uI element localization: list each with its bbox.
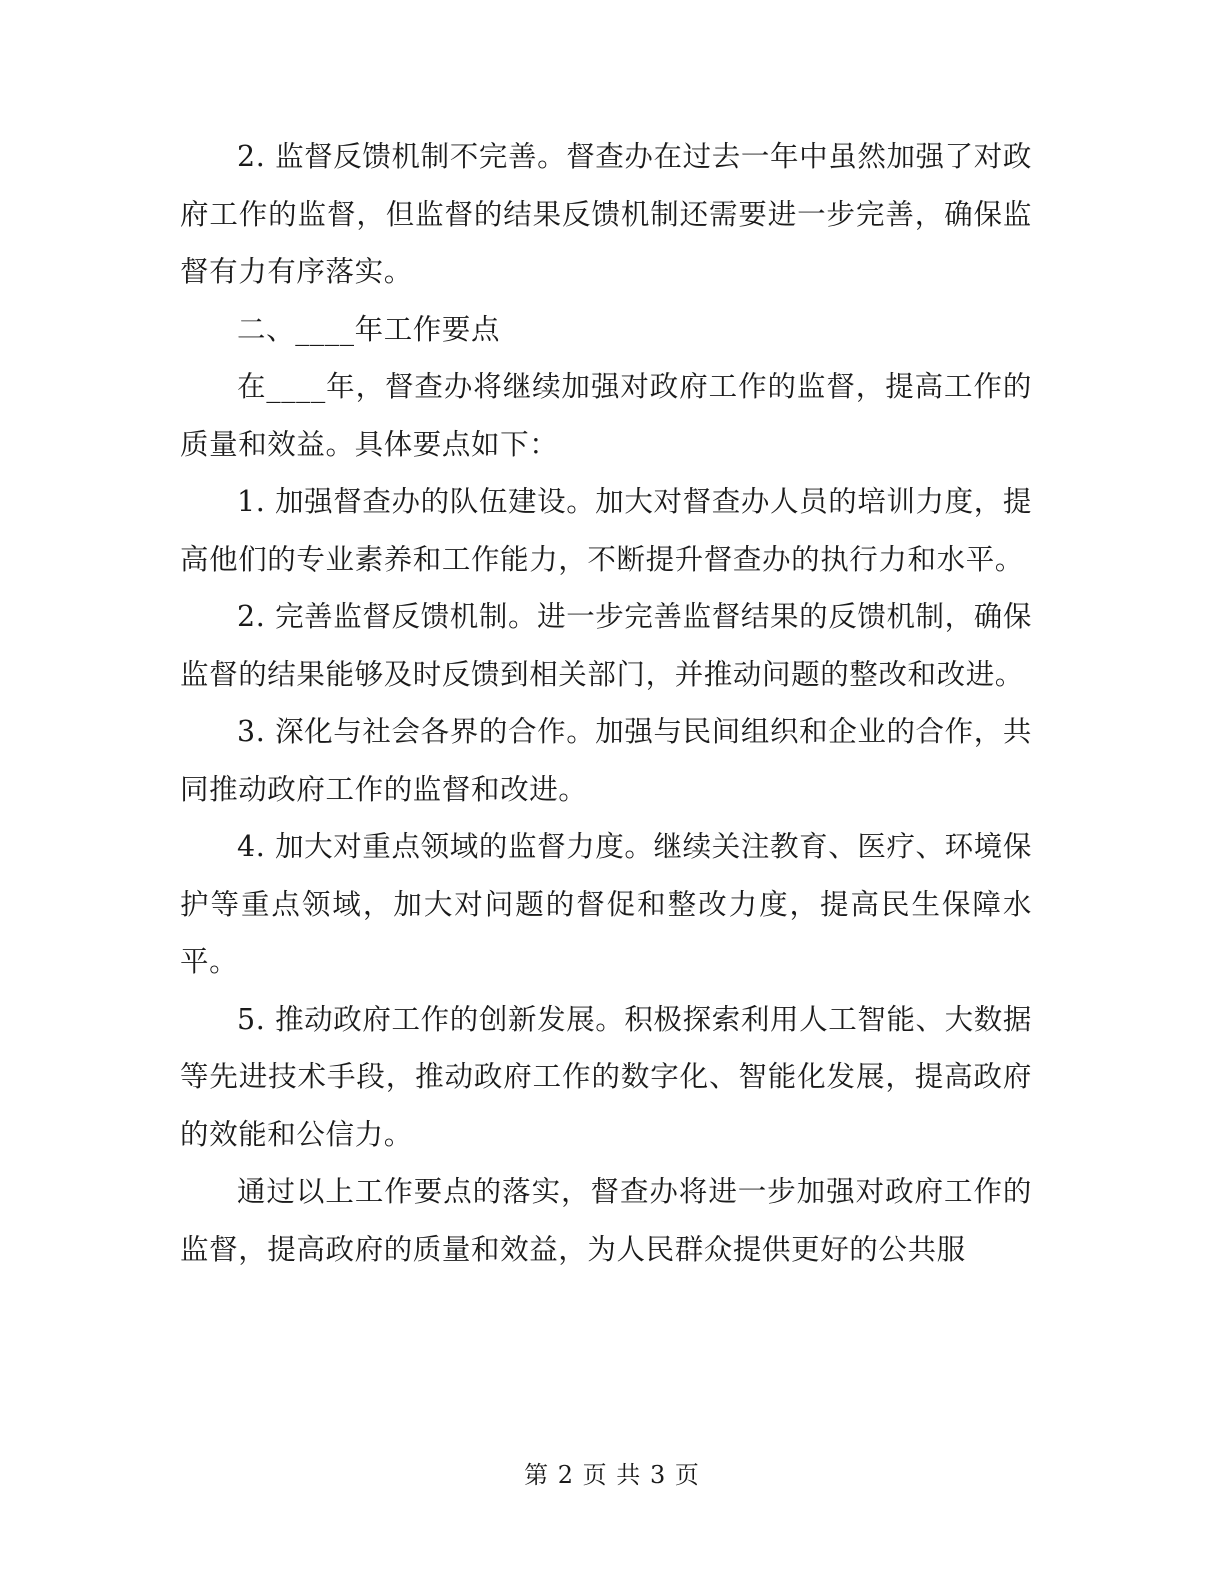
paragraph-point-5: 5. 推动政府工作的创新发展。积极探索利用人工智能、大数据等先进技术手段，推动政府工作的数字化、智能化发展，提高政府的效能和公信力。 <box>180 1002 1032 1151</box>
paragraph-point-4: 4. 加大对重点领域的监督力度。继续关注教育、医疗、环境保护等重点领域，加大对问题的督促和整改力度，提高民生保障水平。 <box>180 830 1032 978</box>
paragraph-feedback-issue: 2. 监督反馈机制不完善。督查办在过去一年中虽然加强了对政府工作的监督，但监督的结果反馈机制还需要进一步完善，确保监督有力有序落实。 <box>180 140 1032 288</box>
paragraph-conclusion: 通过以上工作要点的落实，督查办将进一步加强对政府工作的监督，提高政府的质量和效益，为人民群众提供更好的公共服 <box>180 1175 1032 1266</box>
document-body <box>180 128 1032 1278</box>
paragraph-point-1: 1. 加强督查办的队伍建设。加大对督查办人员的培训力度，提高他们的专业素养和工作能力，不断提升督查办的执行力和水平。 <box>180 485 1032 576</box>
page-footer: 第 2 页 共 3 页 <box>524 1461 700 1489</box>
paragraph-intro: 在____年，督查办将继续加强对政府工作的监督，提高工作的质量和效益。具体要点如下： <box>180 370 1032 461</box>
paragraph-point-2: 2. 完善监督反馈机制。进一步完善监督结果的反馈机制，确保监督的结果能够及时反馈到相关部门，并推动问题的整改和改进。 <box>180 600 1032 691</box>
section-heading-work-points: 二、____年工作要点 <box>237 312 501 346</box>
paragraph-point-3: 3. 深化与社会各界的合作。加强与民间组织和企业的合作，共同推动政府工作的监督和改进。 <box>180 715 1032 806</box>
